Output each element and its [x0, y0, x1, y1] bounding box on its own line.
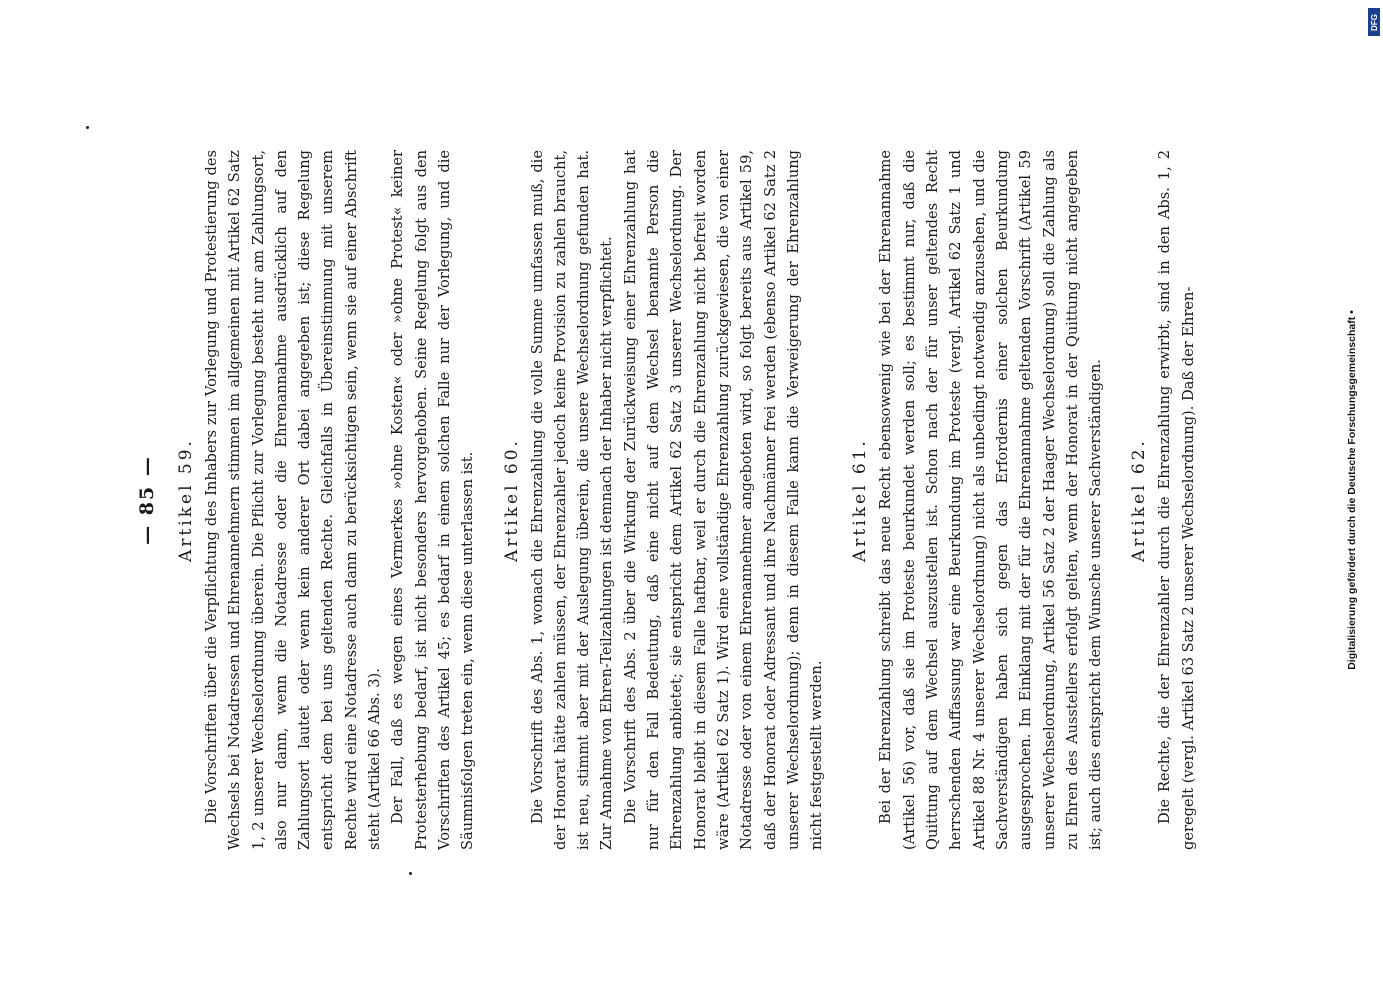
page-number: — 85 — — [136, 455, 158, 545]
article-62-heading: Artikel 62. — [1129, 438, 1150, 562]
article-59-heading: Artikel 59. — [176, 438, 196, 562]
article-61-paragraph-1: Bei der Ehrenzahlung schreibt das neue Recht ebensowenig wie bei der Ehrenannahme (Artikel 56) vor, daß sie im Proteste beurkundet werden soll; es bestimmt nur, daß die Quittung auf dem Wechsel auszustellen ist. Schon nach der für unser geltendes Recht herrschenden Auffassung war eine Beurkundung im Proteste (vergl. Artikel 62 Satz 1 und Artikel 88 Nr. 4 unserer Wechselordnung) nicht als unbedingt notwendig anzusehen, und die Sachverständigen haben sich gegen das Erfordernis einer solchen Beurkundung ausgesprochen. Im Einklang mit der für die Ehrenannahme geltenden Vorschrift (Artikel 59 unserer Wechselordnung, Artikel 56 Satz 2 der Haager Wechselordnung) soll die Zahlung als zu Ehren des Ausstellers erfolgt gelten, wenn der Honorat in der Quittung nicht angegeben ist; auch dies entspricht dem Wunsche unserer Sachverständigen. — [877, 150, 1105, 850]
dfg-logo-text: DFG — [1369, 13, 1379, 31]
dfg-logo — [1368, 8, 1380, 36]
article-61-heading: Artikel 61. — [850, 438, 871, 562]
article-60-heading: Artikel 60. — [501, 438, 522, 562]
scan-speck — [409, 872, 412, 875]
article-62-paragraph-1: Die Rechte, die der Ehrenzahler durch die Ehrenzahlung erwirbt, sind in den Abs. 1, 2 geregelt (vergl. Artikel 63 Satz 2 unserer Wechselordnung). Daß der Ehren- — [1156, 150, 1197, 850]
article-60-paragraph-1: Die Vorschrift des Abs. 1, wonach die Ehrenzahlung die volle Summe umfassen muß, die der Honorat hätte zahlen müssen, der Ehrenzahler jedoch keine Provision zu zahlen braucht, ist neu, stimmt aber mit der Auslegung überein, die unsere Wechselordnung gefunden hat. Zur Annahme von Ehren-Teilzahlungen ist demnach der Inhaber nicht verpflichtet. — [528, 150, 616, 850]
article-59-paragraph-1: Die Vorschriften über die Verpflichtung des Inhabers zur Vorlegung und Protestierung des Wechsels bei Notadressen und Ehrenannehmern stimmen im allgemeinen mit Artikel 62 Satz 1, 2 unserer Wechselordnung überein. Die Pflicht zur Vorlegung besteht nur am Zahlungsort, also nur dann, wenn die Notadresse oder die Ehrenannahme ausdrücklich auf den Zahlungsort lautet oder wenn kein anderer Ort dabei angegeben ist; diese Regelung entspricht dem bei uns geltenden Rechte. Gleichfalls in Übereinstimmung mit unserem Rechte wird eine Notadresse auch dann zu berücksichtigen sein, wenn sie auf einer Abschrift steht (Artikel 66 Abs. 3). — [203, 150, 384, 850]
digitization-credit: Digitalisierung gefördert durch die Deutsche Forschungsgemeinschaft • — [1346, 310, 1358, 670]
article-60-paragraph-2: Die Vorschrift des Abs. 2 über die Wirkung der Zurückweisung einer Ehrenzahlung hat nur für den Fall Bedeutung, daß eine nicht auf dem Wechsel benannte Person die Ehrenzahlung anbietet; sie entspricht dem Artikel 62 Satz 3 unserer Wechselordnung. Der Honorat bleibt in diesem Falle haftbar, weil er durch die Ehrenzahlung nicht befreit worden wäre (Artikel 62 Satz 1). Wird eine vollständige Ehrenzahlung zurückgewiesen, die von einer Notadresse oder von einem Ehrenannehmer angeboten wird, so folgt bereits aus Artikel 59, daß der Honorat oder Adressant und ihre Nachmänner frei werden (ebenso Artikel 62 Satz 2 unserer Wechselordnung); denn in diesem Falle kann die Verweigerung der Ehrenzahlung nicht festgestellt werden. — [621, 150, 826, 850]
scan-speck — [86, 126, 89, 129]
document-page — [136, 150, 1246, 850]
article-59-paragraph-2: Der Fall, daß es wegen eines Vermerkes »ohne Kosten« oder »ohne Protest« keiner Protesterhebung bedarf, ist nicht besonders hervorgehoben. Seine Regelung folgt aus den Vorschriften des Artikel 45; es bedarf in einem solchen Falle nur der Vorlegung, und die Säumnisfolgen treten ein, wenn diese unterlassen ist. — [389, 150, 477, 850]
